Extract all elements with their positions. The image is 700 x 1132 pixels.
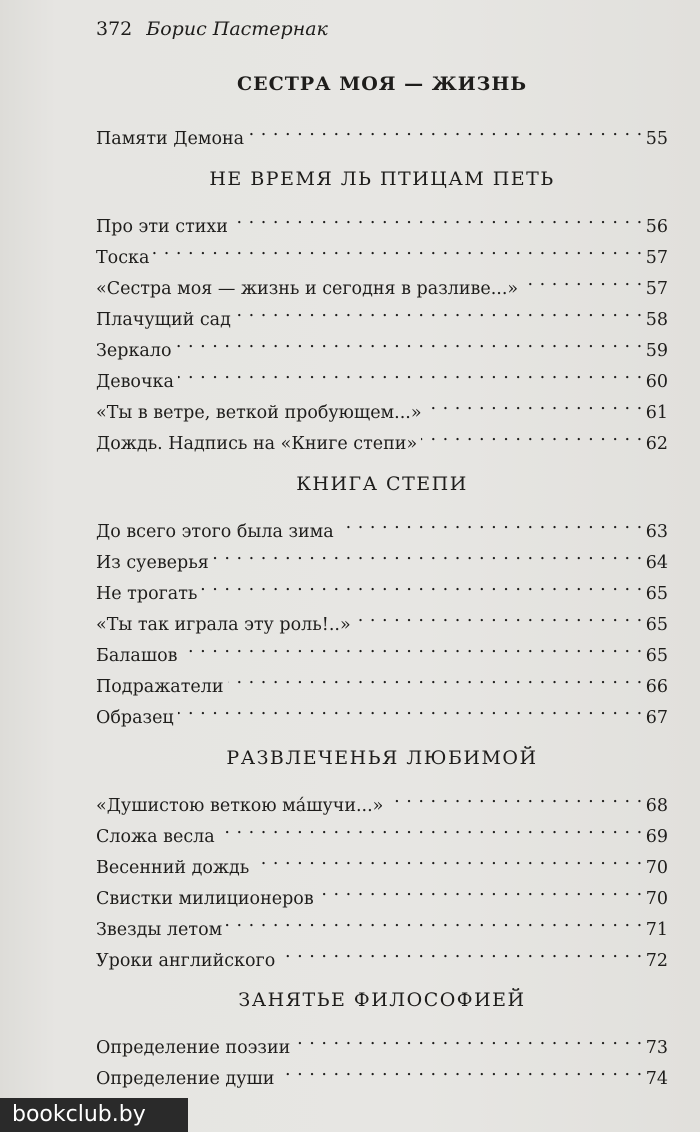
toc-entry-page: 71 bbox=[645, 920, 668, 940]
toc-entry-title: Подражатели bbox=[96, 677, 224, 697]
toc-entry-title: Памяти Демона bbox=[96, 129, 245, 149]
toc-entry-page: 73 bbox=[645, 1038, 668, 1058]
toc-entry bbox=[96, 1056, 668, 1093]
toc-entry-title: Образец bbox=[96, 708, 174, 728]
toc-entry-page: 69 bbox=[645, 827, 668, 847]
toc-entry-page: 70 bbox=[645, 858, 668, 878]
dot-leader bbox=[421, 421, 643, 449]
dot-leader bbox=[278, 1056, 642, 1084]
dot-leader bbox=[178, 359, 643, 387]
toc-entry-title: Уроки английского bbox=[96, 951, 276, 971]
dot-leader bbox=[226, 907, 642, 935]
section-title: НЕ ВРЕМЯ ЛЬ ПТИЦАМ ПЕТЬ bbox=[209, 168, 555, 190]
site-watermark: bookclub.by bbox=[0, 1098, 188, 1132]
toc-entry-title: До всего этого была зима bbox=[96, 522, 334, 542]
dot-leader bbox=[235, 297, 643, 325]
toc-entry-title: Девочка bbox=[96, 372, 174, 392]
toc-entry-page: 68 bbox=[645, 796, 668, 816]
toc-entry-page: 65 bbox=[645, 646, 668, 666]
page-number: 372 bbox=[96, 18, 133, 40]
dot-leader bbox=[522, 266, 643, 294]
toc-entry-page: 70 bbox=[645, 889, 668, 909]
section-title: РАЗВЛЕЧЕНЬЯ ЛЮБИМОЙ bbox=[226, 747, 538, 769]
dot-leader bbox=[178, 695, 643, 723]
toc-entry-page: 67 bbox=[645, 708, 668, 728]
dot-leader bbox=[176, 328, 643, 356]
toc-entry-page: 62 bbox=[645, 434, 668, 454]
dot-leader bbox=[426, 390, 643, 418]
toc-entry-title: Сложа весла bbox=[96, 827, 215, 847]
dot-leader bbox=[182, 633, 643, 661]
toc-entry-title: Определение души bbox=[96, 1069, 275, 1089]
toc-entry-page: 72 bbox=[645, 951, 668, 971]
dot-leader bbox=[294, 1025, 642, 1053]
section-title: СЕСТРА МОЯ — ЖИЗНЬ bbox=[236, 73, 528, 95]
toc-entry-page: 58 bbox=[645, 310, 668, 330]
toc-entry-page: 66 bbox=[645, 677, 668, 697]
dot-leader bbox=[253, 845, 642, 873]
toc-entry-page: 57 bbox=[645, 279, 668, 299]
toc-entry bbox=[96, 421, 668, 458]
toc-entry-title: Зеркало bbox=[96, 341, 172, 361]
toc-entry-title: Дождь. Надпись на «Книге степи» bbox=[96, 434, 418, 454]
dot-leader bbox=[387, 783, 642, 811]
toc-entry-page: 64 bbox=[645, 553, 668, 573]
running-head-author: Борис Пастернак bbox=[146, 18, 328, 40]
toc-entry-page: 59 bbox=[645, 341, 668, 361]
dot-leader bbox=[318, 876, 643, 904]
dot-leader bbox=[355, 602, 643, 630]
toc-entry-page: 56 bbox=[645, 217, 668, 237]
toc-entry bbox=[96, 695, 668, 732]
toc-entry-title: Плачущий сад bbox=[96, 310, 231, 330]
toc-entry-title: Тоска bbox=[96, 248, 150, 268]
running-head bbox=[96, 16, 328, 42]
toc-entry-title: Не трогать bbox=[96, 584, 198, 604]
toc-entry bbox=[96, 116, 668, 153]
section-title: КНИГА СТЕПИ bbox=[296, 473, 468, 495]
toc-entry-page: 74 bbox=[645, 1069, 668, 1089]
toc-entry-page: 57 bbox=[645, 248, 668, 268]
toc-entry-title: Свистки милиционеров bbox=[96, 889, 314, 909]
dot-leader bbox=[201, 571, 642, 599]
toc-entry-title: Звезды летом bbox=[96, 920, 223, 940]
toc-entry-title: Определение поэзии bbox=[96, 1038, 291, 1058]
dot-leader bbox=[248, 116, 643, 144]
toc-entry-title: «Душистою веткою ма́шучи...» bbox=[96, 796, 384, 816]
dot-leader bbox=[213, 540, 643, 568]
toc-entry-title: «Ты так играла эту роль!..» bbox=[96, 615, 351, 635]
dot-leader bbox=[232, 204, 643, 232]
toc-entry-page: 61 bbox=[645, 403, 668, 423]
dot-leader bbox=[219, 814, 643, 842]
toc-entry-title: Из суеверья bbox=[96, 553, 209, 573]
dot-leader bbox=[338, 509, 643, 537]
toc-entry-title: Весенний дождь bbox=[96, 858, 250, 878]
toc-entry-title: «Ты в ветре, веткой пробующем...» bbox=[96, 403, 422, 423]
toc-entry-page: 55 bbox=[645, 129, 668, 149]
toc-entry-title: Балашов bbox=[96, 646, 178, 666]
dot-leader bbox=[153, 235, 642, 263]
toc-entry bbox=[96, 938, 668, 975]
toc-entry-page: 65 bbox=[645, 584, 668, 604]
toc-entry-page: 63 bbox=[645, 522, 668, 542]
toc-entry-page: 65 bbox=[645, 615, 668, 635]
toc-entry-page: 60 bbox=[645, 372, 668, 392]
dot-leader bbox=[228, 664, 643, 692]
dot-leader bbox=[279, 938, 642, 966]
toc-entry-title: Про эти стихи bbox=[96, 217, 228, 237]
section-title: ЗАНЯТЬЕ ФИЛОСОФИЕЙ bbox=[238, 989, 526, 1011]
toc-entry-title: «Сестра моя — жизнь и сегодня в разливе...» bbox=[96, 279, 519, 299]
